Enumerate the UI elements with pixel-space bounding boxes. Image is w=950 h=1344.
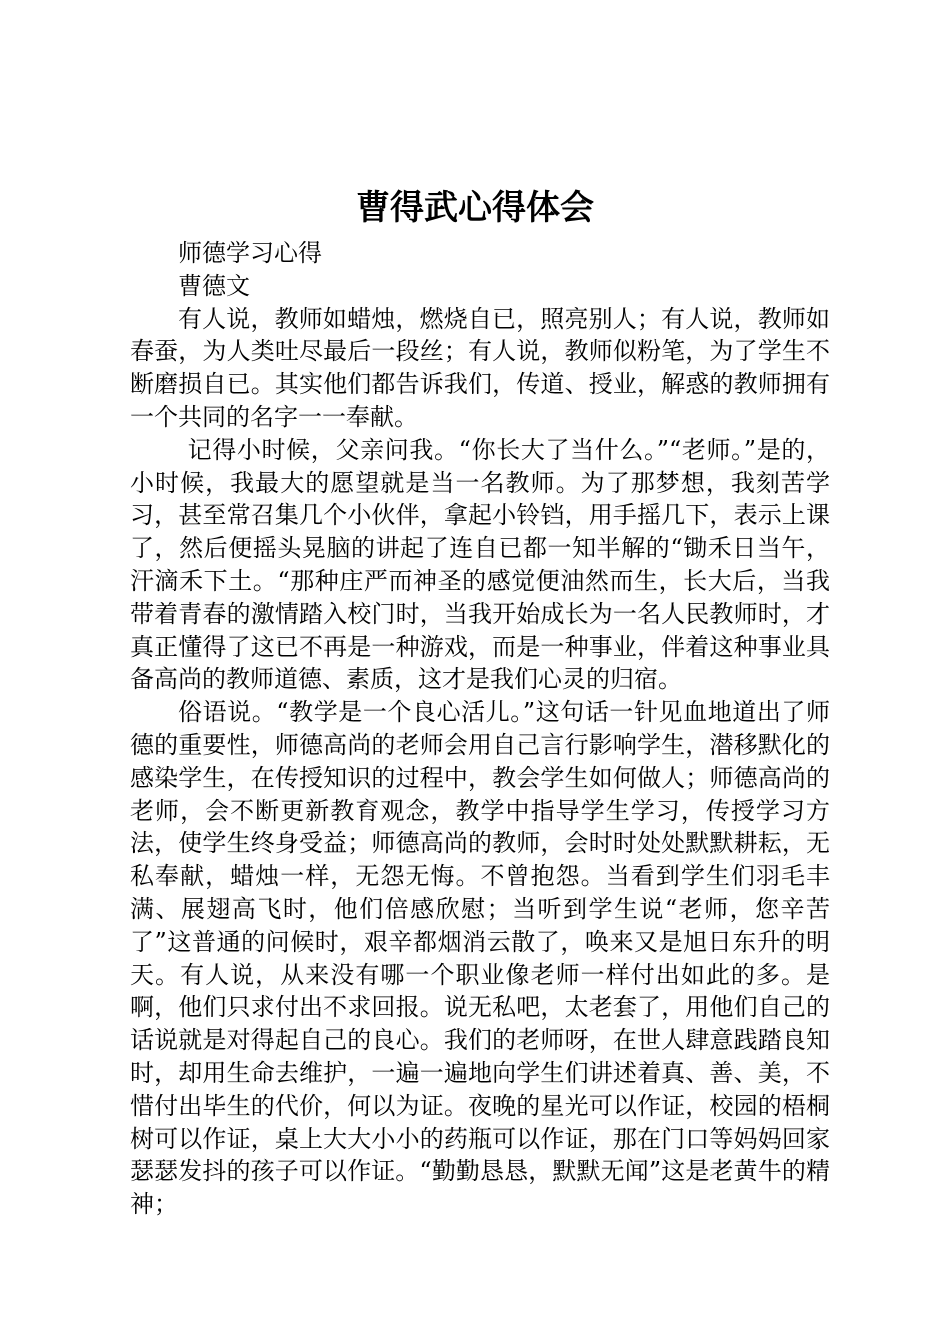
document-title: 曹得武心得体会 (356, 188, 594, 228)
paragraph: 有人说，教师如蜡烛，燃烧自已，照亮别人；有人说，教师如春蚕，为人类吐尽最后一段丝；有人说，教师似粉笔，为了学生不断磨损自已。其实他们都告诉我们，传道、授业，解惑的教师拥有一个共同的名字一一奉献。 (130, 304, 830, 431)
paragraph: 记得小时候，父亲问我。“你长大了当什么。”“老师。”是的，小时候，我最大的愿望就是当一名教师。为了那梦想，我刻苦学习，甚至常召集几个小伙伴，拿起小铃铛，用手摇几下，表示上课了，然后便摇头晃脑的讲起了连自已都一知半解的“锄禾日当午，汗滴禾下土。“那种庄严而神圣的感觉便油然而生，长大后，当我带着青春的激情踏入校门时，当我开始成长为一名人民教师时，才真正懂得了这已不再是一种游戏，而是一种事业，伴着这种事业具备高尚的教师道德、素质，这才是我们心灵的归宿。 (130, 435, 830, 694)
paragraph: 俗语说。“教学是一个良心活儿。”这句话一针见血地道出了师德的重要性，师德高尚的老师会用自己言行影响学生，潜移默化的感染学生，在传授知识的过程中，教会学生如何做人；师德高尚的老师，会不断更新教育观念，教学中指导学生学习，传授学习方法，使学生终身受益；师德高尚的教师，会时时处处默默耕耘，无私奉献，蜡烛一样，无怨无悔。不曾抱怨。当看到学生们羽毛丰满、展翅高飞时，他们倍感欣慰；当听到学生说“老师，您辛苦了”这普通的问候时，艰辛都烟消云散了，唤来又是旭日东升的明天。有人说，从来没有哪一个职业像老师一样付出如此的多。是啊，他们只求付出不求回报。说无私吧，太老套了，用他们自己的话说就是对得起自己的良心。我们的老师呀，在世人肆意践踏良知时，却用生命去维护，一遍一遍地向学生们讲述着真、善、美，不惜付出毕生的代价，何以为证。夜晚的星光可以作证，校园的梧桐树可以作证，桌上大大小小的药瓶可以作证，那在门口等妈妈回家瑟瑟发抖的孩子可以作证。“勤勤恳恳，默默无闻”这是老黄牛的精神； (130, 698, 830, 1219)
document-body (130, 237, 830, 1221)
author-name: 曹德文 (178, 271, 250, 300)
section-heading: 师德学习心得 (178, 239, 322, 267)
